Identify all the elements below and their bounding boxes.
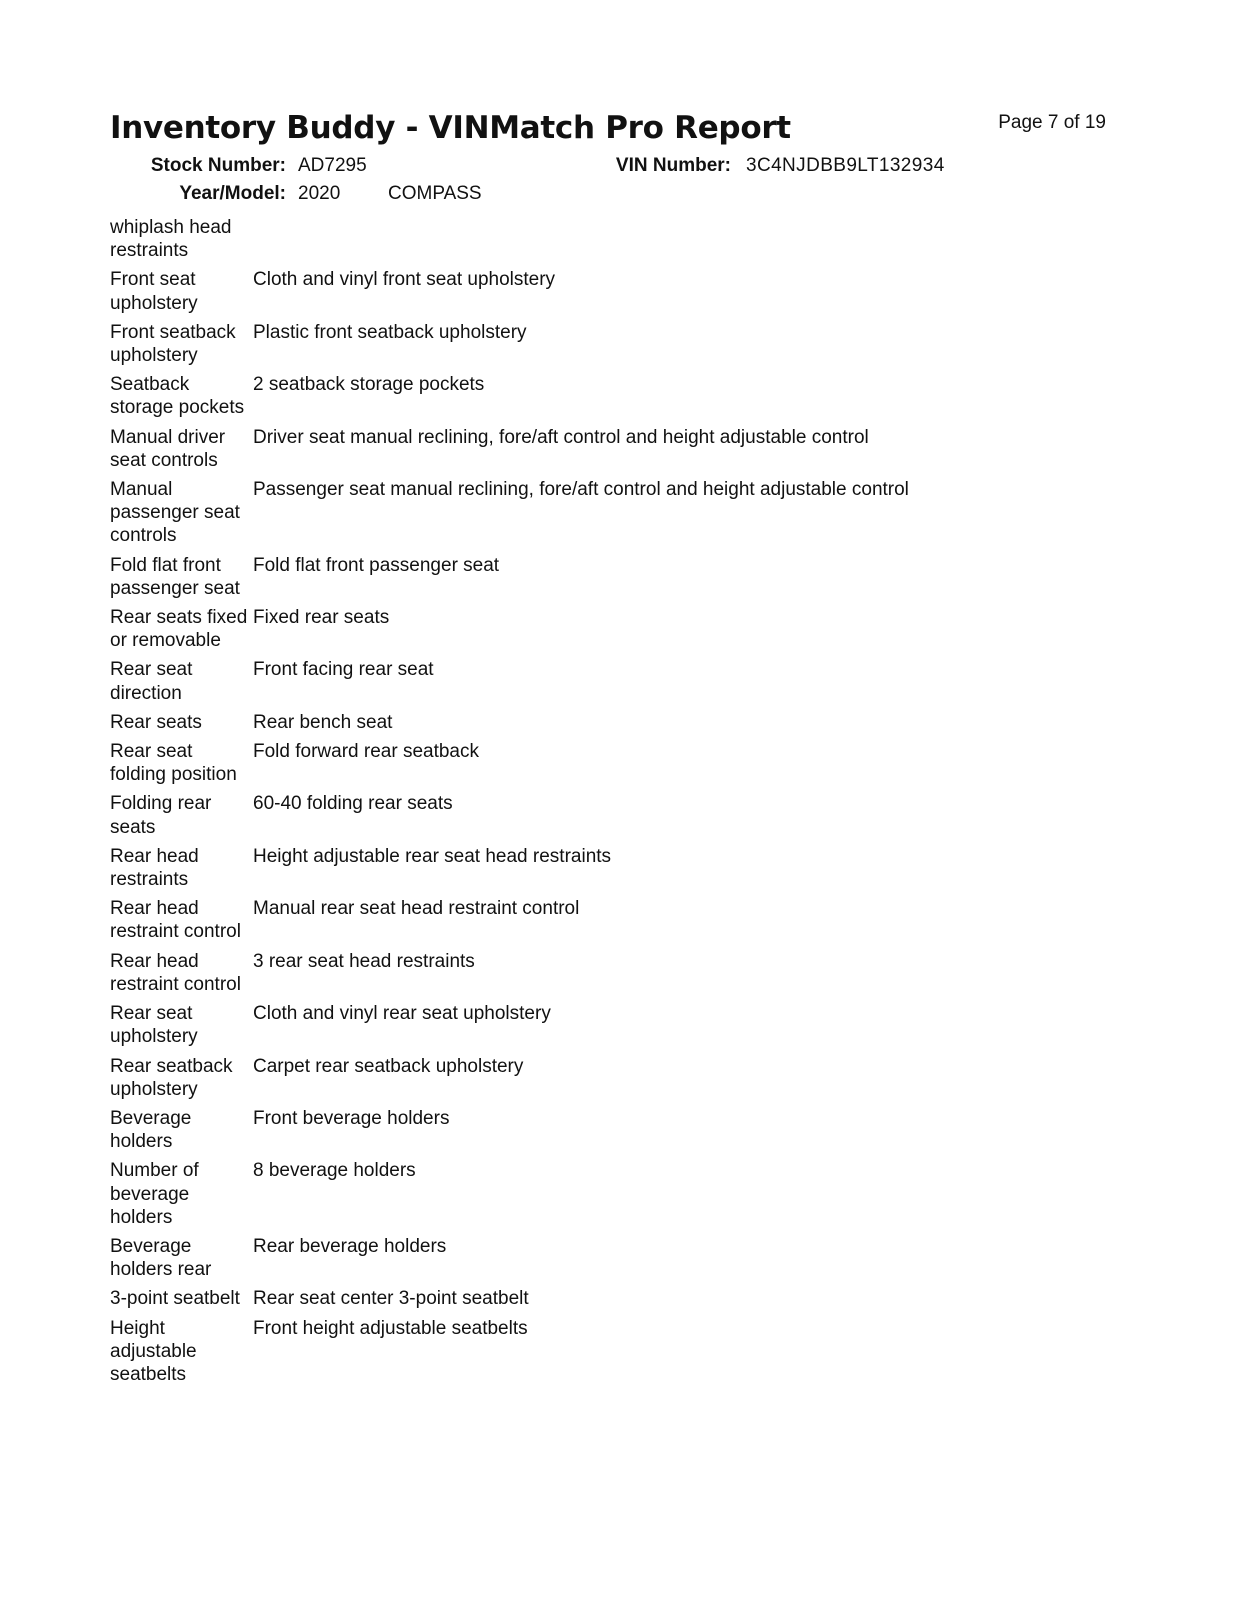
spec-name: Rear seatback upholstery [110,1055,233,1100]
spec-value: Cloth and vinyl rear seat upholstery [253,1003,551,1025]
spec-row [110,740,1010,786]
spec-name: Front seat upholstery [110,269,198,314]
spec-row [110,268,1010,314]
spec-value: 8 beverage holders [253,1160,416,1182]
spec-value [251,216,1010,262]
year-value: 2020 [298,183,341,204]
spec-value: Rear bench seat [253,711,393,733]
spec-value: Manual rear seat head restraint control [253,898,580,920]
spec-name: Number of beverage holders [110,1160,199,1228]
spec-row [110,1159,1010,1229]
spec-name: Manual passenger seat controls [110,479,240,547]
spec-list [110,216,1010,1392]
spec-value: 60-40 folding rear seats [253,793,453,815]
spec-row [110,478,1010,548]
spec-row [110,950,1010,996]
spec-value: Front height adjustable seatbelts [253,1317,528,1339]
spec-name: Rear seats fixed or removable [110,607,248,652]
spec-row [110,711,1010,734]
spec-row [110,321,1010,367]
spec-name: Rear head restraint control [110,950,241,995]
vin-number-value: 3C4NJDBB9LT132934 [746,155,945,176]
model-value: COMPASS [388,183,482,204]
spec-name: Rear seats [110,711,202,733]
spec-row [110,658,1010,704]
spec-value: Driver seat manual reclining, fore/aft control and height adjustable control [253,426,869,448]
spec-row [110,1002,1010,1048]
spec-value: Front facing rear seat [253,659,434,681]
spec-row [110,792,1010,838]
spec-value: Rear seat center 3-point seatbelt [253,1288,529,1310]
spec-value: Height adjustable rear seat head restraints [253,845,612,867]
spec-row [110,606,1010,652]
stock-number-value: AD7295 [298,155,367,176]
spec-name: Rear head restraints [110,845,199,891]
spec-value: Rear beverage holders [253,1235,447,1257]
page-number: Page 7 of 19 [998,112,1106,133]
spec-name: Rear seat upholstery [110,1003,198,1048]
spec-row [110,897,1010,943]
stock-number-label: Stock Number: [150,155,286,176]
spec-row [110,1317,1010,1387]
spec-value: 3 rear seat head restraints [253,950,475,972]
spec-name: Rear head restraint control [110,898,241,943]
spec-row [110,1235,1010,1281]
spec-row [110,1107,1010,1153]
spec-row [110,554,1010,600]
spec-name: Seatback storage pockets [110,374,245,419]
spec-name: Height adjustable seatbelts [110,1317,197,1385]
spec-row [110,216,1010,262]
vin-number-label: VIN Number: [615,155,731,176]
spec-row [110,845,1010,891]
spec-value: Carpet rear seatback upholstery [253,1055,524,1077]
spec-value: Fold forward rear seatback [253,741,479,763]
spec-row [110,426,1010,472]
spec-name: Manual driver seat controls [110,426,226,471]
spec-row [110,1055,1010,1101]
spec-value: Fixed rear seats [253,607,390,629]
spec-value: Plastic front seatback upholstery [253,321,527,343]
year-model-label: Year/Model: [179,183,286,204]
spec-name: whiplash head restraints [110,217,232,262]
spec-name: Folding rear seats [110,793,212,838]
spec-name: Beverage holders rear [110,1235,212,1281]
spec-value: Cloth and vinyl front seat upholstery [253,269,556,291]
spec-name: Front seatback upholstery [110,321,236,367]
spec-value: Front beverage holders [253,1107,450,1129]
spec-name: 3-point seatbelt [110,1288,240,1310]
spec-name: Beverage holders [110,1107,192,1153]
spec-name: Rear seat direction [110,659,193,704]
spec-name: Fold flat front passenger seat [110,554,240,599]
spec-row [110,373,1010,419]
report-title: Inventory Buddy - VINMatch Pro Report [110,110,791,146]
spec-name: Rear seat folding position [110,741,237,786]
spec-row [110,1287,1010,1310]
spec-value: 2 seatback storage pockets [253,374,485,396]
spec-value: Passenger seat manual reclining, fore/aft control and height adjustable control [253,479,909,501]
spec-value: Fold flat front passenger seat [253,554,500,576]
